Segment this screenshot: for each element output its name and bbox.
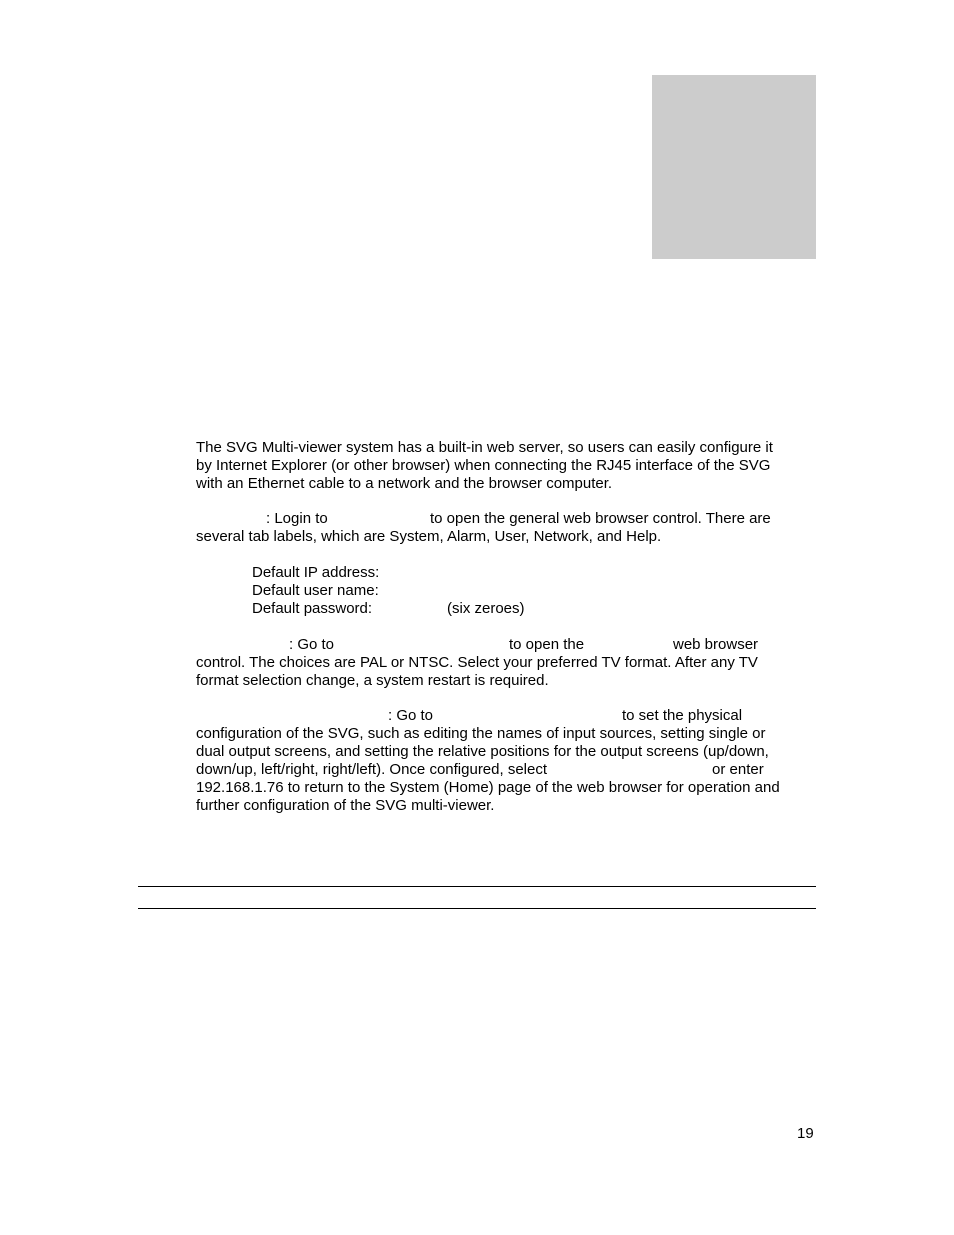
- physical-config-line-6: further configuration of the SVG multi-viewer.: [196, 797, 495, 814]
- default-user-label: Default user name:: [252, 582, 379, 599]
- physical-config-text-a: : Go to: [388, 707, 434, 724]
- gray-image-placeholder: [652, 75, 816, 259]
- intro-line-1: The SVG Multi-viewer system has a built-in web server, so users can easily configure it: [196, 439, 773, 456]
- tv-format-line-3: format selection change, a system restart is required.: [196, 672, 549, 689]
- horizontal-rule-top: [138, 886, 816, 887]
- physical-config-line-4b: or enter: [712, 761, 764, 778]
- physical-config-line-2: configuration of the SVG, such as editing the names of input sources, setting single or: [196, 725, 766, 742]
- tv-format-text-c: web browser: [673, 636, 759, 653]
- physical-config-line-3: dual output screens, and setting the relative positions for the output screens (up/down,: [196, 743, 769, 760]
- physical-config-line-5: 192.168.1.76 to return to the System (Home) page of the web browser for operation and: [196, 779, 780, 796]
- page-number: 19: [797, 1125, 814, 1142]
- physical-config-text-b: to set the physical: [622, 707, 743, 724]
- login-text-b: to open the general web browser control. There are: [430, 510, 771, 527]
- tv-format-text-a: : Go to: [289, 636, 335, 653]
- login-text-a: : Login to: [266, 510, 328, 527]
- login-line-2: several tab labels, which are System, Alarm, User, Network, and Help.: [196, 528, 662, 545]
- tv-format-line-2: control. The choices are PAL or NTSC. Select your preferred TV format. After any TV: [196, 654, 758, 671]
- physical-config-line-4a: down/up, left/right, right/left). Once configured, select: [196, 761, 548, 778]
- default-password-note: (six zeroes): [447, 600, 525, 617]
- tv-format-text-b: to open the: [509, 636, 585, 653]
- horizontal-rule-bottom: [138, 908, 816, 909]
- default-ip-label: Default IP address:: [252, 564, 380, 581]
- intro-line-2: by Internet Explorer (or other browser) when connecting the RJ45 interface of the SVG: [196, 457, 771, 474]
- intro-line-3: with an Ethernet cable to a network and the browser computer.: [196, 475, 613, 492]
- default-password-label: Default password:: [252, 600, 373, 617]
